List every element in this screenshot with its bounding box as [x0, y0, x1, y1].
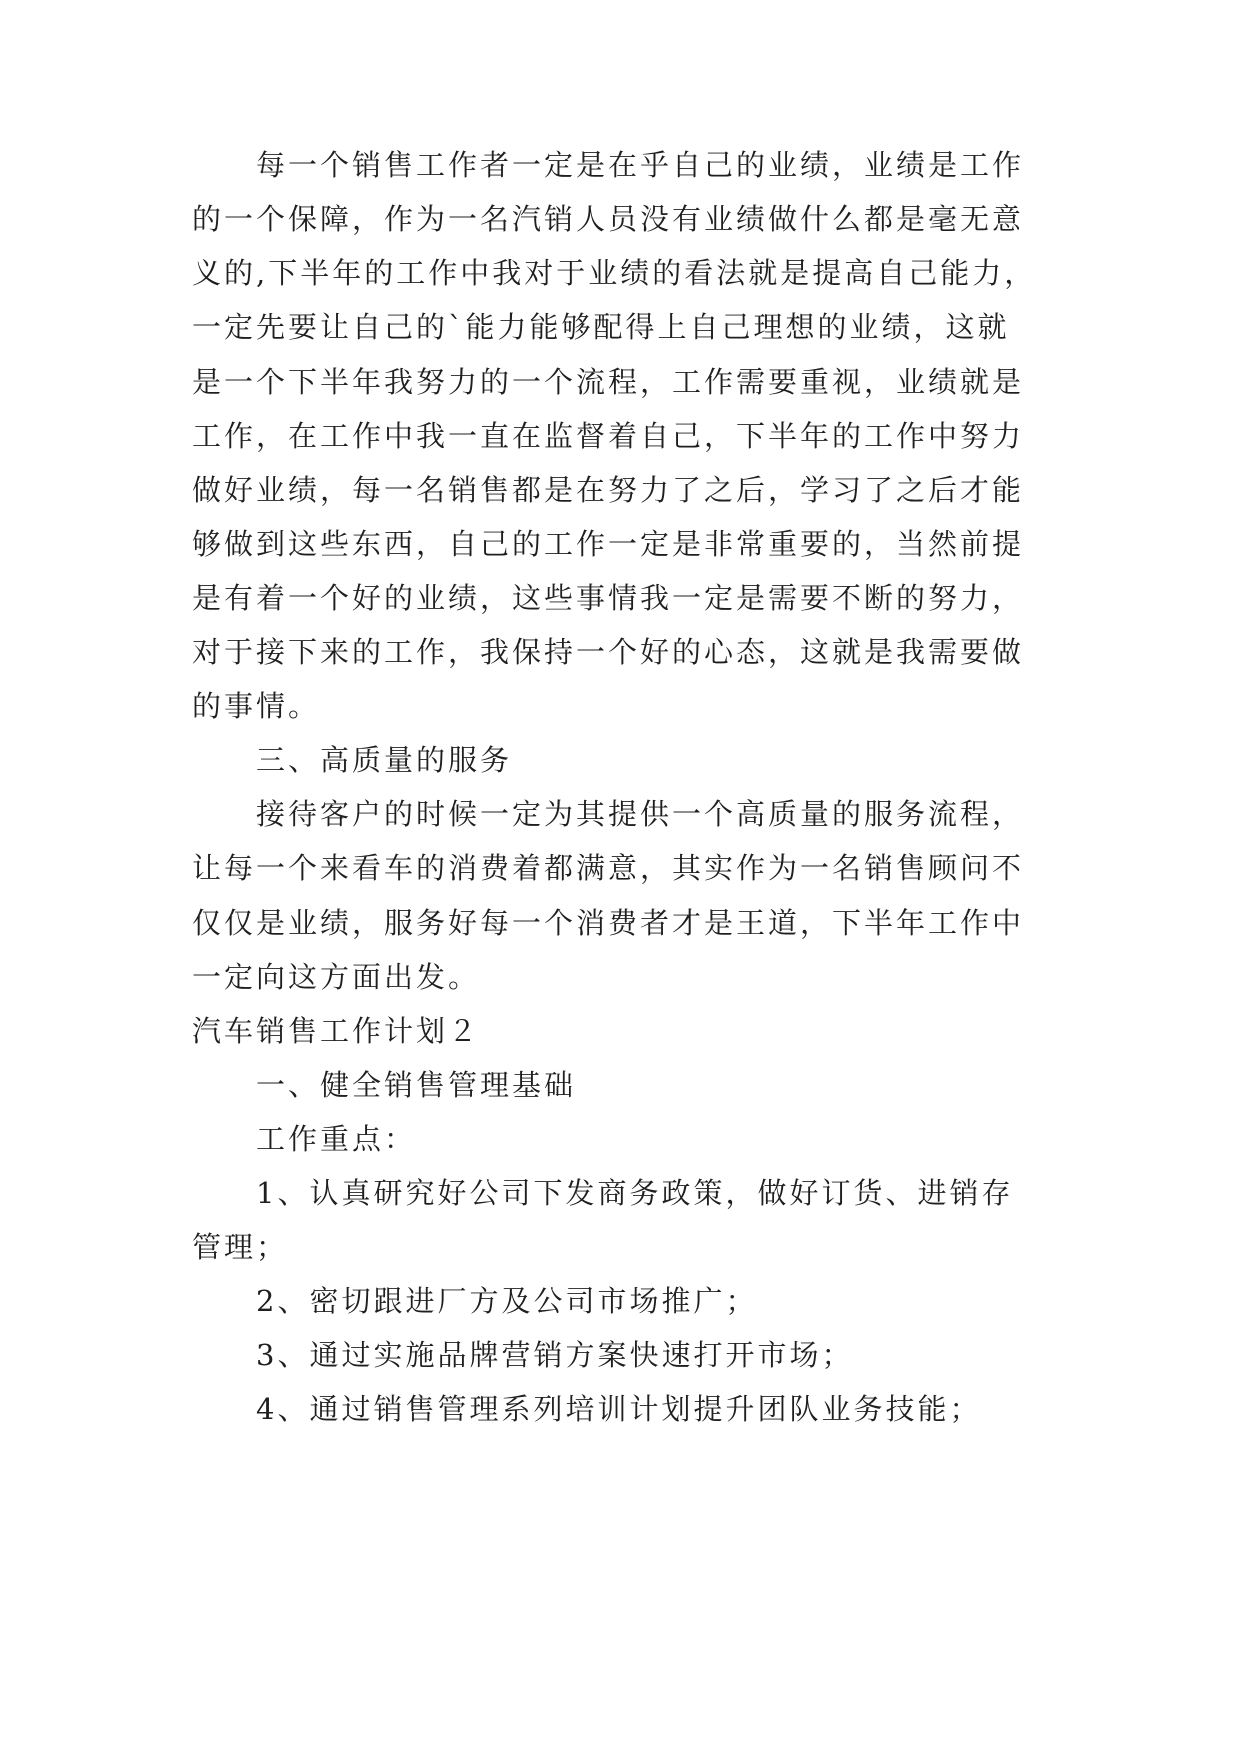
paragraph-line: 一定先要让自己的`能力能够配得上自己理想的业绩，这就 [192, 310, 1010, 344]
paragraph-line: 让每一个来看车的消费着都满意，其实作为一名销售顾问不 [192, 851, 1025, 885]
paragraph-line: 是有着一个好的业绩，这些事情我一定是需要不断的努力， [192, 581, 1025, 615]
list-item: 2、密切跟进厂方及公司市场推广； [256, 1284, 758, 1318]
paragraph-line: 一定向这方面出发。 [192, 960, 481, 994]
paragraph-line: 够做到这些东西，自己的工作一定是非常重要的，当然前提 [192, 527, 1025, 561]
paragraph-line: 义的,下半年的工作中我对于业绩的看法就是提高自己能力， [192, 256, 1037, 290]
list-item: 3、通过实施品牌营销方案快速打开市场； [256, 1338, 854, 1372]
paragraph-line: 的事情。 [192, 689, 321, 723]
paragraph-line: 是一个下半年我努力的一个流程，工作需要重视，业绩就是 [192, 365, 1025, 399]
paragraph-line: 对于接下来的工作，我保持一个好的心态，这就是我需要做 [192, 635, 1025, 669]
section-heading: 一、健全销售管理基础 [256, 1068, 577, 1102]
paragraph-line: 接待客户的时候一定为其提供一个高质量的服务流程， [256, 797, 1025, 831]
list-item-continuation: 管理； [192, 1230, 289, 1264]
paragraph-line: 的一个保障，作为一名汽销人员没有业绩做什么都是毫无意 [192, 202, 1025, 236]
list-item: 1、认真研究好公司下发商务政策，做好订货、进销存 [256, 1176, 1014, 1210]
section-heading: 三、高质量的服务 [256, 743, 513, 777]
paragraph-line: 工作重点： [256, 1122, 417, 1156]
paragraph-line: 做好业绩，每一名销售都是在努力了之后，学习了之后才能 [192, 473, 1025, 507]
paragraph-line: 仅仅是业绩，服务好每一个消费者才是王道，下半年工作中 [192, 906, 1025, 940]
list-item: 4、通过销售管理系列培训计划提升团队业务技能； [256, 1392, 982, 1426]
document-title: 汽车销售工作计划２ [192, 1014, 481, 1048]
paragraph-line: 每一个销售工作者一定是在乎自己的业绩，业绩是工作 [256, 148, 1025, 182]
paragraph-line: 工作，在工作中我一直在监督着自己，下半年的工作中努力 [192, 419, 1025, 453]
